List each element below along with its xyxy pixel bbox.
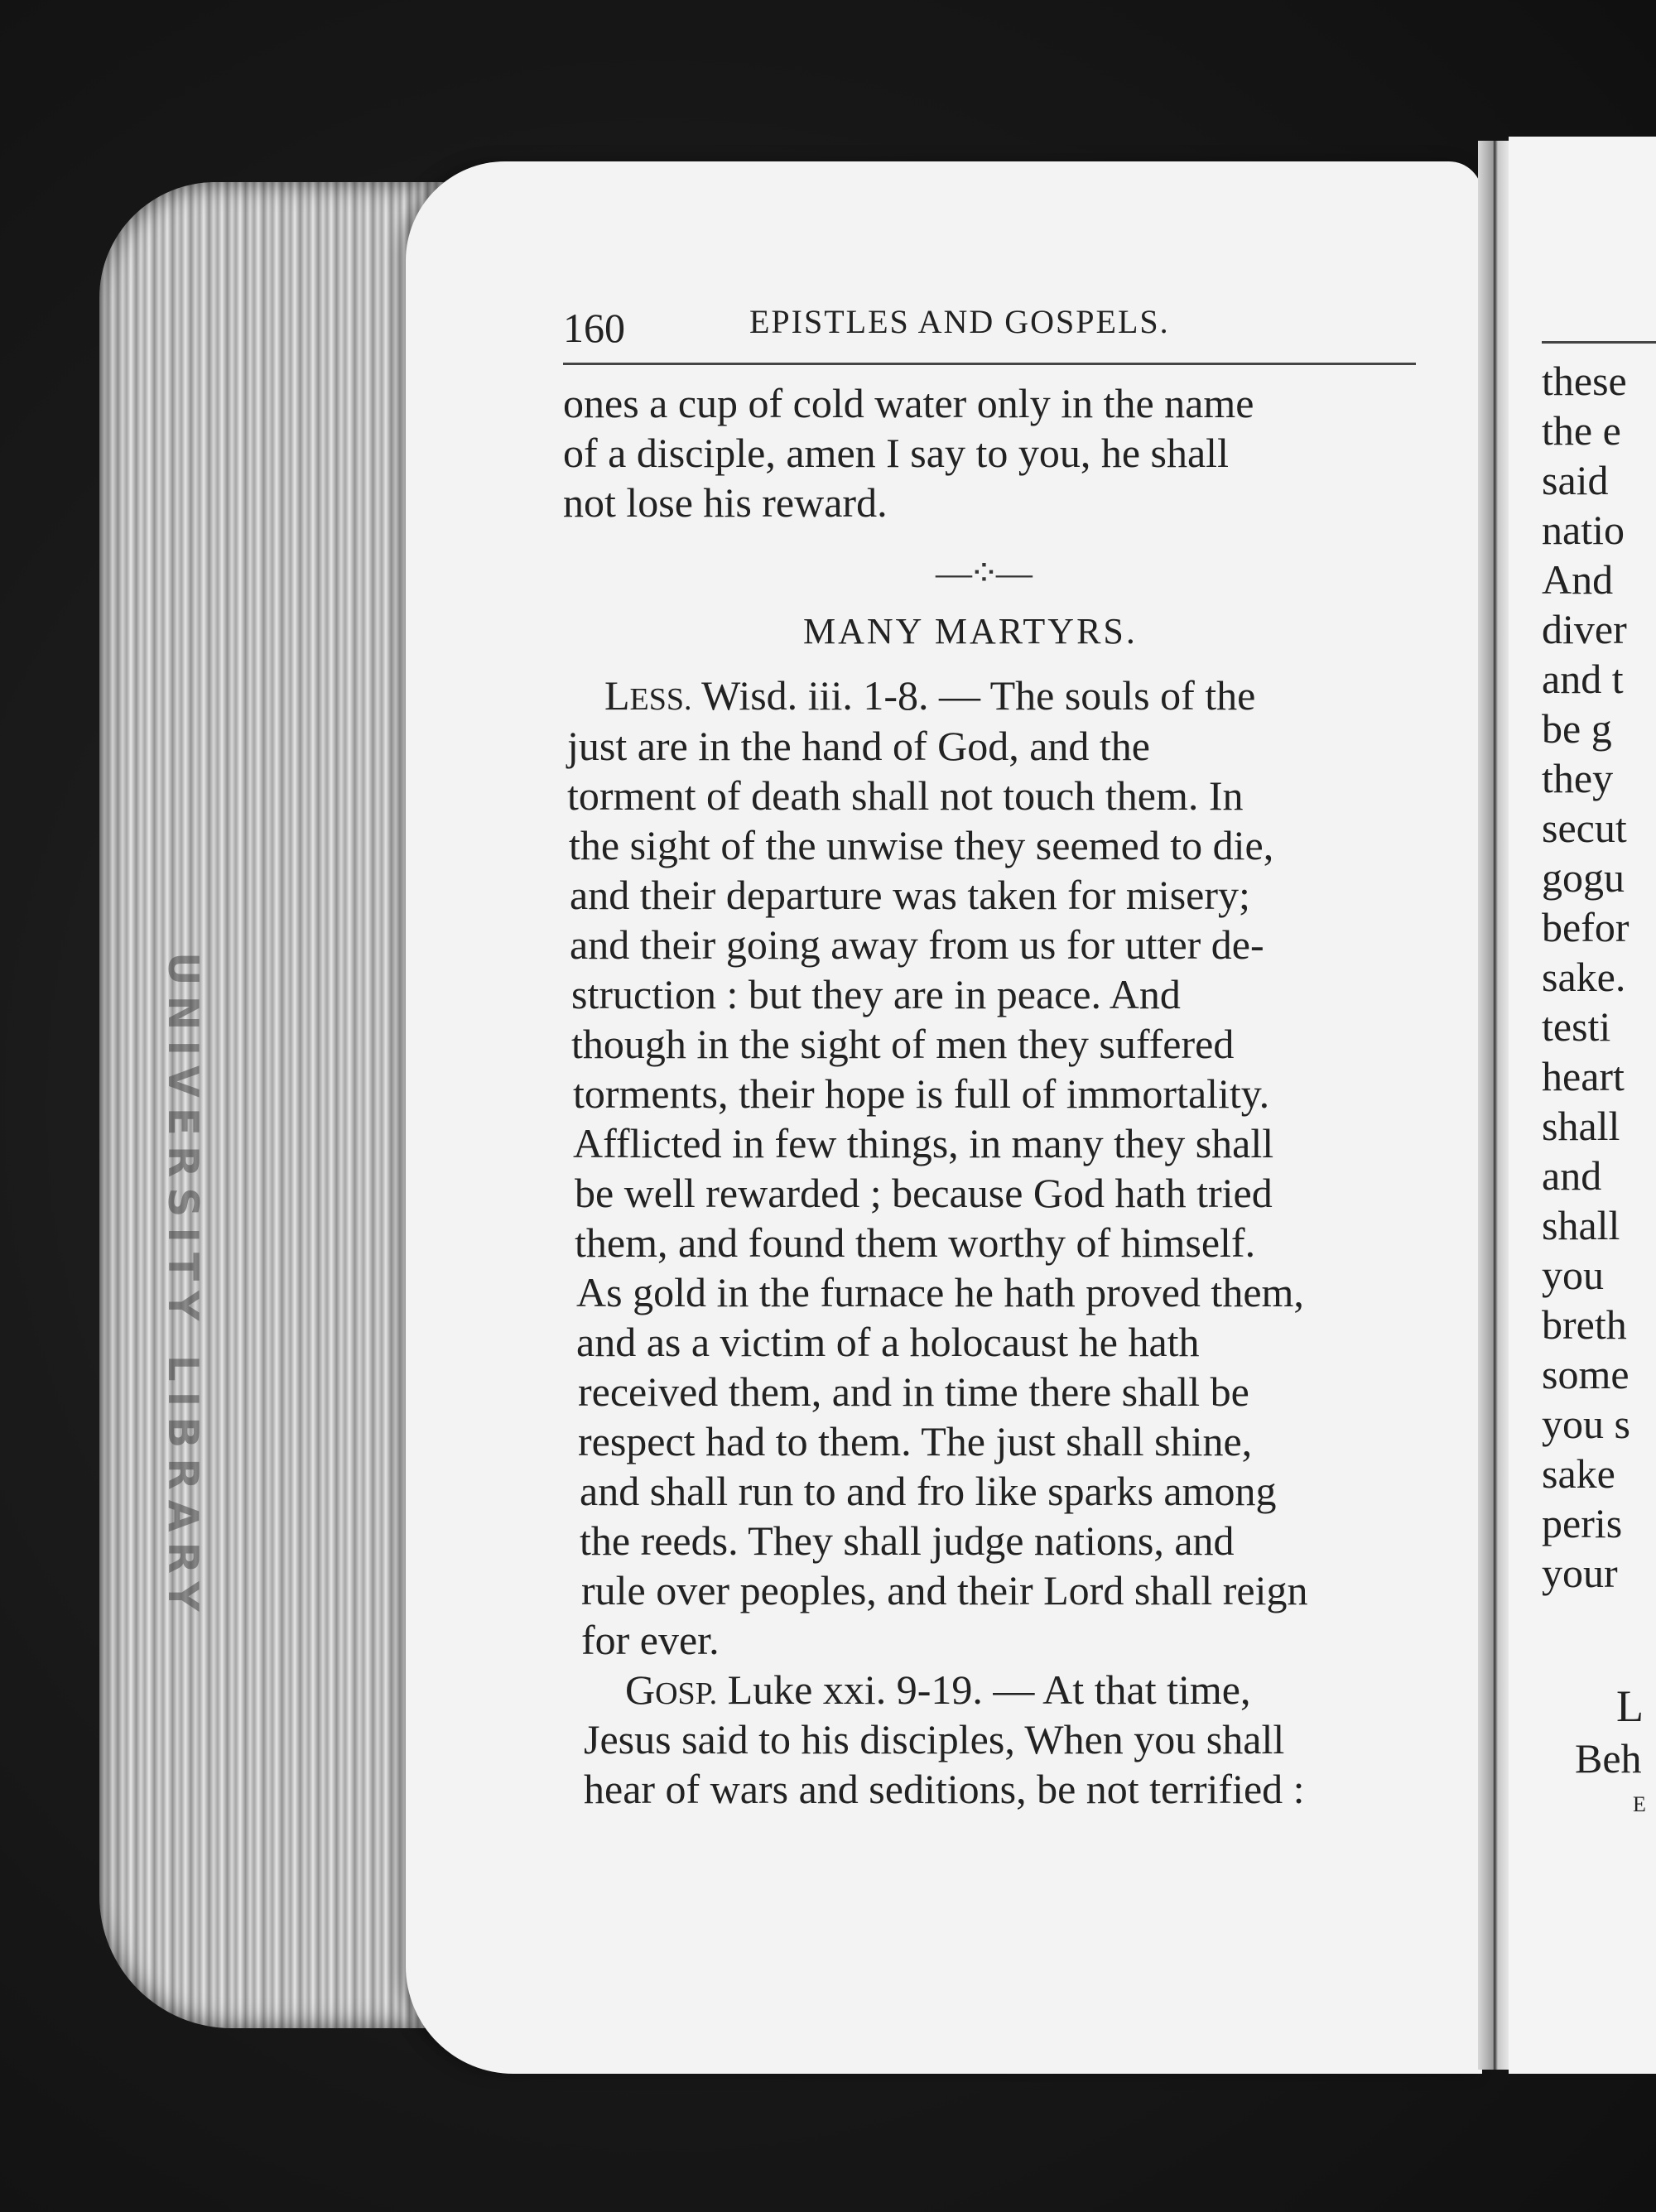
section-ornament: —⁘—	[936, 553, 1029, 594]
gospel-label-rest: OSP.	[655, 1676, 718, 1711]
text-line: diver	[1542, 606, 1627, 652]
text-line: you	[1542, 1252, 1604, 1298]
lesson-label-rest: ESS.	[629, 682, 692, 717]
text-line: peris	[1542, 1500, 1623, 1546]
lesson-citation: Wisd. iii. 1-8. — The souls of the	[691, 672, 1256, 719]
text-line: though in the sight of men they suffered	[571, 1021, 1235, 1067]
text-line: the e	[1542, 407, 1621, 454]
text-line: said	[1542, 457, 1609, 503]
text-line: shall	[1542, 1103, 1620, 1149]
text-line: sake.	[1542, 954, 1626, 1000]
lesson-first-line	[604, 671, 1255, 724]
text-line: and their departure was taken for misery;	[570, 872, 1250, 918]
text-line: your	[1542, 1550, 1618, 1596]
right-page-header-rule	[1542, 341, 1656, 344]
text-line: secut	[1542, 805, 1627, 851]
book-gutter	[1478, 141, 1511, 2070]
text-line: Jesus said to his disciples, When you shall	[584, 1716, 1285, 1762]
text-line: natio	[1542, 507, 1625, 553]
text-line: be g	[1542, 705, 1612, 752]
text-line: of a disciple, amen I say to you, he shall	[563, 430, 1229, 476]
text-line: gogu	[1542, 854, 1625, 901]
text-line: and their going away from us for utter de-	[570, 921, 1264, 968]
text-line: torments, their hope is full of immortality.	[573, 1070, 1270, 1117]
gospel-first-line	[625, 1665, 1250, 1719]
running-head: EPISTLES AND GOSPELS.	[749, 303, 1170, 340]
text-line: befor	[1542, 904, 1630, 950]
text-line: received them, and in time there shall be	[578, 1368, 1249, 1415]
text-line: torment of death shall not touch them. In	[567, 772, 1244, 819]
header-rule	[563, 363, 1416, 365]
text-line: breth	[1542, 1301, 1627, 1348]
text-line: heart	[1542, 1053, 1625, 1099]
gospel-label-cap: G	[625, 1666, 656, 1713]
text-line: As gold in the furnace he hath proved them,	[576, 1269, 1304, 1315]
text-line: you s	[1542, 1401, 1630, 1447]
lesson-label-cap: L	[604, 672, 630, 719]
text-line: and shall run to and fro like sparks among	[580, 1468, 1277, 1514]
spine-stamp: UNIVERSITY LIBRARY	[159, 952, 207, 1622]
text-line: respect had to them. The just shall shine,	[578, 1418, 1253, 1464]
text-line: just are in the hand of God, and the	[567, 723, 1150, 769]
text-line: be well rewarded ; because God hath tried	[575, 1170, 1273, 1216]
text-line: not lose his reward.	[563, 479, 888, 526]
page-number: 160	[563, 305, 625, 351]
text-line: testi	[1542, 1003, 1611, 1050]
gospel-citation: Luke xxi. 9-19. — At that time,	[717, 1666, 1251, 1713]
text-line: for ever.	[581, 1617, 720, 1663]
text-line: sake	[1542, 1450, 1615, 1497]
text-line: rule over peoples, and their Lord shall reign	[581, 1567, 1308, 1613]
text-line: And	[1542, 556, 1614, 603]
section-heading: MANY MARTYRS.	[803, 611, 1138, 652]
text-line: them, and found them worthy of himself.	[575, 1219, 1256, 1266]
right-page-small-fragment: E	[1633, 1792, 1646, 1816]
right-page-heading-fragment: L	[1616, 1681, 1644, 1731]
text-line: the reeds. They shall judge nations, and	[580, 1517, 1235, 1564]
text-line: and	[1542, 1152, 1602, 1199]
text-line: some	[1542, 1351, 1630, 1397]
text-line: ones a cup of cold water only in the name	[563, 380, 1254, 426]
text-line: and t	[1542, 656, 1624, 702]
text-line: struction : but they are in peace. And	[571, 971, 1181, 1017]
text-line: and as a victim of a holocaust he hath	[576, 1319, 1200, 1365]
right-page-line-fragment: Beh	[1575, 1735, 1642, 1782]
text-line: they	[1542, 755, 1614, 801]
text-line: hear of wars and seditions, be not terrified :	[584, 1766, 1305, 1812]
text-line: the sight of the unwise they seemed to die,	[569, 822, 1274, 868]
text-line: these	[1542, 358, 1627, 404]
text-line: Afflicted in few things, in many they shall	[573, 1120, 1274, 1166]
text-line: shall	[1542, 1202, 1620, 1248]
